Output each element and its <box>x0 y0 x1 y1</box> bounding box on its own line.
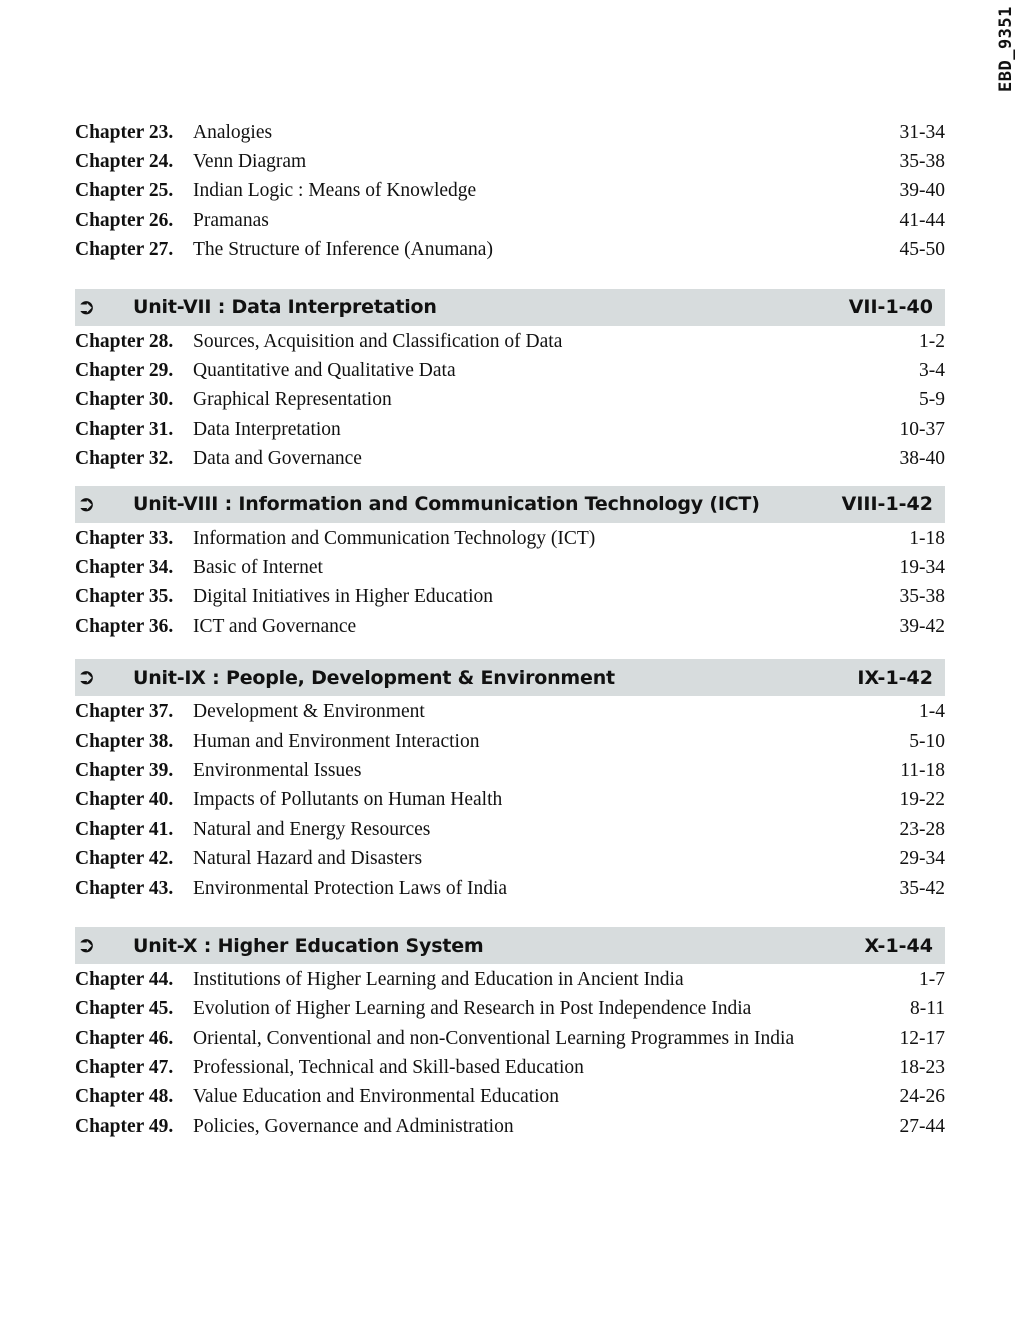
chapter-title: Basic of Internet <box>193 556 323 578</box>
chapter-pages: 3-4 <box>919 360 945 382</box>
chapter-pages: 23-28 <box>899 818 945 840</box>
chapter-label: Chapter 44. <box>75 968 174 990</box>
chapter-title: The Structure of Inference (Anumana) <box>193 239 493 261</box>
chapter-row[interactable] <box>75 756 945 785</box>
chapter-row[interactable] <box>75 553 945 582</box>
chapter-title: Venn Diagram <box>193 151 307 173</box>
chapter-row[interactable] <box>75 236 945 265</box>
chapter-label: Chapter 34. <box>75 556 174 578</box>
chapter-pages: 10-37 <box>899 418 945 440</box>
chapter-title: Indian Logic : Means of Knowledge <box>193 180 477 202</box>
chapter-row[interactable] <box>75 356 945 385</box>
chapter-label: Chapter 39. <box>75 759 174 781</box>
chapter-label: Chapter 43. <box>75 877 174 899</box>
chapter-label: Chapter 31. <box>75 418 174 440</box>
chapter-title: ICT and Governance <box>193 615 357 637</box>
chapter-pages: 27-44 <box>899 1115 945 1137</box>
chapter-pages: 1-18 <box>909 527 945 549</box>
chapter-label: Chapter 30. <box>75 389 174 411</box>
chapter-pages: 5-10 <box>909 730 945 752</box>
chapter-label: Chapter 23. <box>75 121 174 143</box>
chapter-row[interactable] <box>75 386 945 415</box>
chapter-label: Chapter 25. <box>75 180 174 202</box>
chapter-pages: 5-9 <box>919 389 945 411</box>
chapter-pages: 35-38 <box>899 151 945 173</box>
chapter-label: Chapter 49. <box>75 1115 174 1137</box>
chapter-row[interactable] <box>75 995 945 1024</box>
chapter-row[interactable] <box>75 445 945 474</box>
chapter-row[interactable] <box>75 727 945 756</box>
arrow-circle-icon: ➲ <box>77 491 96 517</box>
chapter-title: Digital Initiatives in Higher Education <box>193 586 494 608</box>
chapter-title: Impacts of Pollutants on Human Health <box>193 789 503 811</box>
chapter-pages: 19-34 <box>899 556 945 578</box>
unit-title: Unit-IX : People, Development & Environment <box>133 666 615 689</box>
chapter-title: Analogies <box>193 121 273 143</box>
chapter-pages: 8-11 <box>909 998 945 1020</box>
unit-header-x[interactable] <box>75 927 945 964</box>
chapter-row[interactable] <box>75 147 945 176</box>
chapter-row[interactable] <box>75 1024 945 1053</box>
chapter-title: Information and Communication Technology (ICT) <box>193 527 596 549</box>
chapter-label: Chapter 42. <box>75 848 174 870</box>
chapter-row[interactable] <box>75 415 945 444</box>
chapter-label: Chapter 40. <box>75 789 174 811</box>
chapter-title: Institutions of Higher Learning and Education in Ancient India <box>193 968 684 990</box>
chapter-row[interactable] <box>75 612 945 641</box>
chapter-pages: 39-42 <box>899 615 945 637</box>
chapter-title: Data and Governance <box>193 448 362 470</box>
chapter-row[interactable] <box>75 1053 945 1082</box>
chapter-title: Evolution of Higher Learning and Research in Post Independence India <box>193 998 752 1020</box>
document-code: EBD_9351 <box>996 6 1016 92</box>
chapter-title: Oriental, Conventional and non-Conventional Learning Programmes in India <box>193 1027 795 1049</box>
chapter-label: Chapter 33. <box>75 527 174 549</box>
chapter-row[interactable] <box>75 118 945 147</box>
chapter-pages: 38-40 <box>899 448 945 470</box>
arrow-circle-icon: ➲ <box>77 933 96 959</box>
arrow-circle-icon: ➲ <box>77 665 96 691</box>
chapter-row[interactable] <box>75 177 945 206</box>
unit-title: Unit-VII : Data Interpretation <box>133 296 437 319</box>
chapter-title: Value Education and Environmental Education <box>193 1086 560 1108</box>
chapter-row[interactable] <box>75 206 945 235</box>
unit-pages: VIII-1-42 <box>841 493 933 516</box>
chapter-list-intro <box>75 118 945 265</box>
chapter-pages: 18-23 <box>899 1057 945 1079</box>
chapter-pages: 12-17 <box>899 1027 945 1049</box>
chapter-label: Chapter 46. <box>75 1027 174 1049</box>
unit-title: Unit-VIII : Information and Communication Technology (ICT) <box>133 493 760 516</box>
table-of-contents <box>75 118 945 1142</box>
chapter-pages: 11-18 <box>900 759 945 781</box>
unit-pages: VII-1-40 <box>848 296 933 319</box>
chapter-title: Graphical Representation <box>193 389 392 411</box>
unit-pages: X-1-44 <box>864 934 933 957</box>
chapter-title: Environmental Issues <box>193 759 362 781</box>
chapter-label: Chapter 27. <box>75 239 174 261</box>
chapter-label: Chapter 36. <box>75 615 174 637</box>
unit-header-ix[interactable] <box>75 659 945 696</box>
chapter-title: Professional, Technical and Skill-based Education <box>193 1057 584 1079</box>
chapter-pages: 31-34 <box>899 121 945 143</box>
arrow-circle-icon: ➲ <box>77 294 96 320</box>
chapter-label: Chapter 37. <box>75 701 174 723</box>
chapter-pages: 1-7 <box>919 968 945 990</box>
unit-header-vii[interactable] <box>75 289 945 326</box>
chapter-label: Chapter 47. <box>75 1057 174 1079</box>
chapter-label: Chapter 29. <box>75 360 174 382</box>
chapter-label: Chapter 41. <box>75 818 174 840</box>
chapter-label: Chapter 28. <box>75 330 174 352</box>
chapter-row[interactable] <box>75 1083 945 1112</box>
chapter-row[interactable] <box>75 786 945 815</box>
chapter-title: Environmental Protection Laws of India <box>193 877 508 899</box>
chapter-row[interactable] <box>75 965 945 994</box>
chapter-title: Human and Environment Interaction <box>193 730 480 752</box>
chapter-title: Development & Environment <box>193 701 425 723</box>
chapter-pages: 1-4 <box>919 701 945 723</box>
chapter-row[interactable] <box>75 583 945 612</box>
chapter-row[interactable] <box>75 327 945 356</box>
chapter-row[interactable] <box>75 874 945 903</box>
chapter-title: Data Interpretation <box>193 418 341 440</box>
chapter-row[interactable] <box>75 844 945 873</box>
chapter-title: Pramanas <box>193 209 269 231</box>
chapter-label: Chapter 26. <box>75 209 174 231</box>
chapter-row[interactable] <box>75 697 945 726</box>
chapter-pages: 1-2 <box>919 330 945 352</box>
chapter-row[interactable] <box>75 1112 945 1141</box>
chapter-title: Natural Hazard and Disasters <box>193 848 423 870</box>
chapter-title: Sources, Acquisition and Classification of Data <box>193 330 563 352</box>
chapter-label: Chapter 32. <box>75 448 174 470</box>
chapter-pages: 24-26 <box>899 1086 945 1108</box>
chapter-pages: 45-50 <box>899 239 945 261</box>
chapter-pages: 35-42 <box>899 877 945 899</box>
chapter-pages: 29-34 <box>899 848 945 870</box>
chapter-pages: 41-44 <box>899 209 945 231</box>
chapter-label: Chapter 48. <box>75 1086 174 1108</box>
chapter-title: Natural and Energy Resources <box>193 818 431 840</box>
chapter-pages: 35-38 <box>899 586 945 608</box>
unit-pages: IX-1-42 <box>857 666 933 689</box>
chapter-title: Quantitative and Qualitative Data <box>193 360 456 382</box>
unit-header-viii[interactable] <box>75 486 945 523</box>
chapter-pages: 39-40 <box>899 180 945 202</box>
chapter-label: Chapter 35. <box>75 586 174 608</box>
unit-title: Unit-X : Higher Education System <box>133 934 484 957</box>
chapter-label: Chapter 24. <box>75 151 174 173</box>
chapter-label: Chapter 38. <box>75 730 174 752</box>
chapter-row[interactable] <box>75 524 945 553</box>
chapter-label: Chapter 45. <box>75 998 174 1020</box>
chapter-pages: 19-22 <box>899 789 945 811</box>
chapter-title: Policies, Governance and Administration <box>193 1115 514 1137</box>
chapter-row[interactable] <box>75 815 945 844</box>
